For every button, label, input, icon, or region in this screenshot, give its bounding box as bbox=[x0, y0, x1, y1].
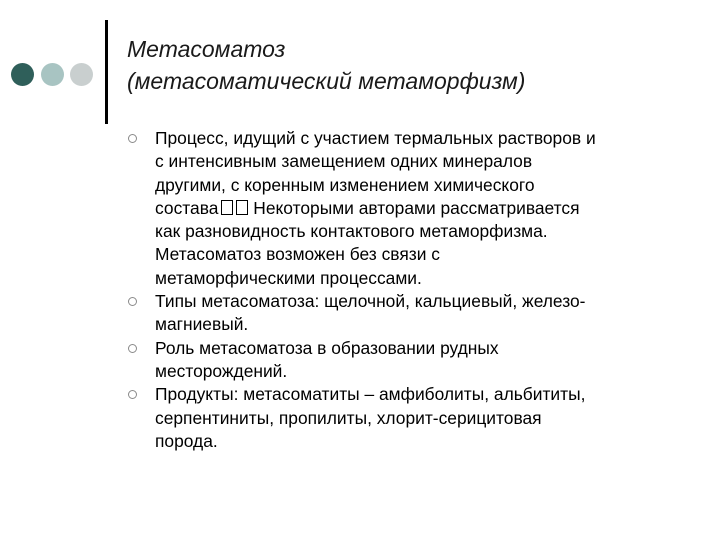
bullet-text-line-with-glyphs bbox=[155, 197, 703, 220]
bullet-text-line: Типы метасоматоза: щелочной, кальциевый, железо- bbox=[155, 291, 586, 312]
bullet-circle-icon bbox=[128, 390, 137, 399]
bullet-item-ore-role bbox=[128, 337, 703, 384]
bullet-text-line: серпентиниты, пропилиты, хлорит-серицитовая bbox=[155, 407, 542, 428]
bullet-text-fragment: состава bbox=[155, 197, 219, 218]
bullet-text-line: месторождений. bbox=[155, 360, 288, 381]
bullet-text-line: Продукты: метасоматиты – амфиболиты, альбититы, bbox=[155, 384, 586, 405]
bullet-text-line: Процесс, идущий с участием термальных растворов и bbox=[155, 128, 596, 148]
bullet-text-line: другими, с коренным изменением химического bbox=[155, 174, 535, 195]
title-line-2: (метасоматический метаморфизм) bbox=[127, 68, 526, 94]
slide-title bbox=[127, 33, 707, 97]
decor-dot-pale bbox=[70, 63, 93, 86]
bullet-circle-icon bbox=[128, 344, 137, 353]
bullet-text-line: с интенсивным замещением одних минералов bbox=[155, 151, 533, 172]
bullet-text-line: Метасоматоз возможен без связи с bbox=[155, 244, 440, 265]
bullet-text-line: как разновидность контактового метаморфизма. bbox=[155, 221, 548, 242]
title-divider-line bbox=[105, 20, 108, 124]
title-line-1: Метасоматоз bbox=[127, 36, 286, 62]
bullet-item-products bbox=[128, 383, 703, 453]
bullet-text-line: метаморфическими процессами. bbox=[155, 267, 422, 288]
decor-dot-dark bbox=[11, 63, 34, 86]
bullet-item-process bbox=[128, 127, 703, 290]
bullet-circle-icon bbox=[128, 134, 137, 143]
bullet-circle-icon bbox=[128, 297, 137, 306]
bullet-text-fragment: Некоторыми авторами рассматривается bbox=[248, 197, 580, 218]
bullet-list bbox=[128, 127, 703, 453]
bullet-text-line: порода. bbox=[155, 430, 218, 451]
decor-dot-light bbox=[41, 63, 64, 86]
missing-glyph-icon bbox=[221, 200, 233, 215]
bullet-item-types bbox=[128, 290, 703, 337]
bullet-text-line: Роль метасоматоза в образовании рудных bbox=[155, 337, 499, 358]
missing-glyph-icon bbox=[236, 200, 248, 215]
bullet-text-line: магниевый. bbox=[155, 314, 249, 335]
